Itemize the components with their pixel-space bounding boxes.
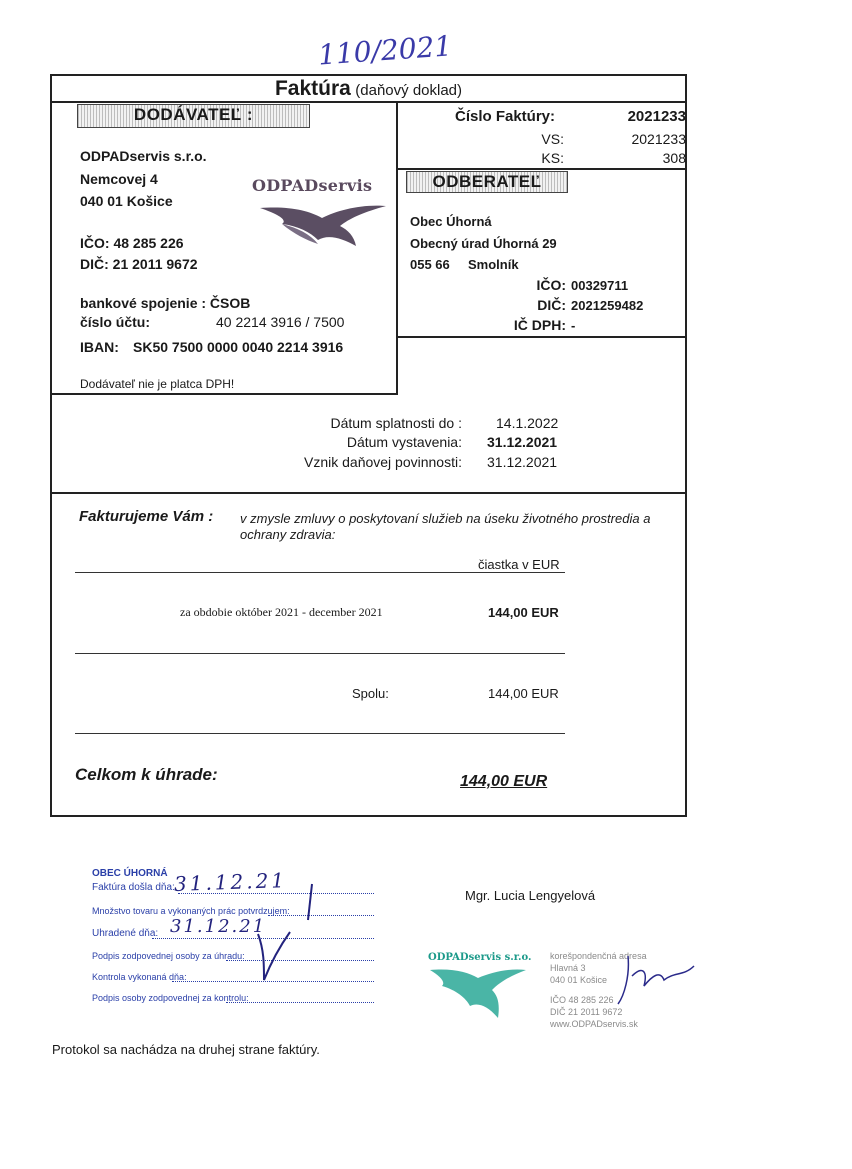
vs-value: 2021233 xyxy=(631,131,686,147)
stamp-line-responsible: Podpis zodpovednej osoby za úhradu: xyxy=(92,951,245,961)
supplier-street: Nemcovej 4 xyxy=(80,171,158,187)
amount-header: čiastka v EUR xyxy=(478,557,560,572)
billing-label: Fakturujeme Vám : xyxy=(79,508,214,525)
invoice-number-label: Číslo Faktúry: xyxy=(455,108,556,125)
supplier-dic: DIČ: 21 2011 9672 xyxy=(80,256,198,272)
supplier-account-label: číslo účtu: xyxy=(80,314,151,330)
supplier-ico: IČO: 48 285 226 xyxy=(80,235,184,251)
invoice-number: 2021233 xyxy=(627,108,686,125)
supplier-vat-note: Dodávateľ nie je platca DPH! xyxy=(80,377,235,391)
customer-postal: 055 66 xyxy=(410,257,450,272)
total-amount: 144,00 EUR xyxy=(460,773,548,790)
stamp-line-control-signature: Podpis osoby zodpovednej za kontrolu: xyxy=(92,993,249,1003)
billing-text: v zmysle zmluvy o poskytovaní služieb na úseku životného prostredia a ochrany zdravia: xyxy=(240,511,651,542)
company-stamp-line4: IČO 48 285 226 xyxy=(550,995,614,1005)
sum-label: Spolu: xyxy=(352,686,389,701)
item-text: za obdobie október 2021 - december 2021 xyxy=(180,605,383,619)
footer-note: Protokol sa nachádza na druhej strane faktúry. xyxy=(52,1042,320,1057)
handwritten-checkmarks xyxy=(250,880,330,990)
vs-label: VS: xyxy=(541,131,564,147)
signer-name: Mgr. Lucia Lengyelová xyxy=(465,888,596,903)
customer-icdph-label: IČ DPH: xyxy=(513,317,566,333)
supplier-iban: SK50 7500 0000 0040 2214 3916 xyxy=(133,339,344,355)
ks-value: 308 xyxy=(662,150,686,166)
stamp-line-received: Faktúra došla dňa: xyxy=(92,882,175,893)
ks-label: KS: xyxy=(541,150,564,166)
company-stamp-bird-icon xyxy=(428,964,528,1024)
issue-date-label: Dátum vystavenia: xyxy=(346,434,462,450)
customer-heading: ODBERATEĽ xyxy=(406,171,568,193)
due-date: 14.1.2022 xyxy=(496,415,559,431)
customer-dic-label: DIČ: xyxy=(537,297,566,313)
stamp-line-control: Kontrola vykonaná dňa: xyxy=(92,972,187,982)
handwritten-paid-date: 31.12.21 xyxy=(170,916,267,937)
company-stamp-line1: korešpondenčná adresa xyxy=(550,951,647,961)
customer-ico-label: IČO: xyxy=(536,277,566,293)
invoice-title: Faktúra (daňový doklad) xyxy=(274,77,463,100)
customer-ico: 00329711 xyxy=(571,278,629,293)
total-label: Celkom k úhrade: xyxy=(75,765,218,784)
customer-icdph: - xyxy=(571,318,576,333)
sum-amount: 144,00 EUR xyxy=(488,686,559,701)
company-stamp-line2: Hlavná 3 xyxy=(550,963,586,973)
customer-dic: 2021259482 xyxy=(571,298,644,313)
supplier-account: 40 2214 3916 / 7500 xyxy=(216,314,345,330)
tax-date: 31.12.2021 xyxy=(487,454,558,470)
stamp-title: OBEC ÚHORNÁ xyxy=(92,868,168,879)
company-stamp-line3: 040 01 Košice xyxy=(550,975,608,985)
tax-date-label: Vznik daňovej povinnosti: xyxy=(304,454,462,470)
handwritten-invoice-note: 110/2021 xyxy=(317,29,454,72)
customer-office: Obecný úrad Úhorná 29 xyxy=(410,236,557,251)
stamp-line-quantity: Množstvo tovaru a vykonaných prác potvrdzujem: xyxy=(92,906,290,916)
company-stamp-line6: www.ODPADservis.sk xyxy=(550,1019,638,1029)
supplier-logo-text: ODPADservis xyxy=(252,176,373,195)
supplier-name: ODPADservis s.r.o. xyxy=(80,148,207,164)
company-stamp-name: ODPADservis s.r.o. xyxy=(428,952,532,963)
handwritten-received-date: 31.12.21 xyxy=(173,868,288,896)
issue-date: 31.12.2021 xyxy=(487,434,558,450)
supplier-heading: DODÁVATEĽ : xyxy=(77,104,310,128)
company-stamp-line5: DIČ 21 2011 9672 xyxy=(550,1007,623,1017)
due-date-label: Dátum splatnosti do : xyxy=(330,415,462,431)
supplier-bank: bankové spojenie : ČSOB xyxy=(80,295,251,311)
signature-icon xyxy=(608,946,698,1006)
supplier-logo xyxy=(252,176,392,256)
customer-city: Smolník xyxy=(468,257,519,272)
item-amount: 144,00 EUR xyxy=(488,605,559,620)
stamp-line-paid: Uhradené dňa: xyxy=(92,928,159,939)
customer-name: Obec Úhorná xyxy=(410,214,492,229)
supplier-iban-label: IBAN: xyxy=(80,339,119,355)
bird-logo-icon xyxy=(258,200,388,256)
supplier-city: 040 01 Košice xyxy=(80,193,173,209)
company-stamp xyxy=(428,946,688,1029)
